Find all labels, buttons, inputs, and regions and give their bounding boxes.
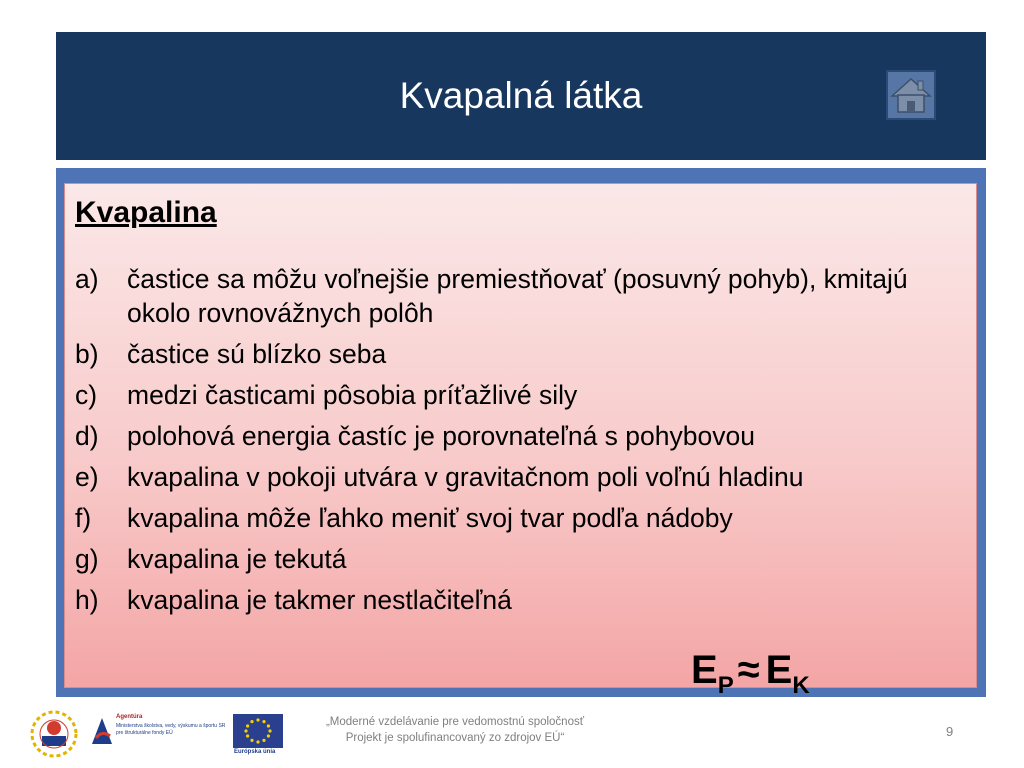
content-frame (56, 168, 986, 697)
page-number: 9 (946, 724, 954, 739)
eu-label: Európska únia (234, 749, 276, 755)
list-item (75, 378, 965, 412)
footer (0, 700, 1024, 768)
footer-line-1: „Moderné vzdelávanie pre vedomostnú spoločnosť (325, 716, 585, 728)
eu-flag-icon (233, 714, 283, 748)
list-text: kvapalina je takmer nestlačiteľná (127, 585, 512, 615)
list-text: častice sú blízko seba (127, 339, 387, 369)
formula-right-sub: K (792, 672, 810, 699)
program-logo-icon (28, 708, 80, 760)
list-text: častice sa môžu voľnejšie premiestňovať (posuvný pohyb), kmitajú okolo rovnovážnych polôh (127, 264, 908, 328)
list-text: kvapalina v pokoji utvára v gravitačnom poli voľnú hladinu (127, 462, 804, 492)
energy-formula (691, 650, 810, 706)
agency-line-1: Ministerstva školstva, vedy, výskumu a športu SR (116, 723, 226, 729)
agency-logo-icon (90, 716, 114, 746)
list-marker: c) (75, 380, 98, 410)
agency-logo (90, 714, 226, 748)
eu-flag (233, 714, 283, 748)
list-text: kvapalina môže ľahko meniť svoj tvar podľa nádoby (127, 503, 733, 533)
list-marker: f) (75, 503, 92, 533)
list-text: medzi časticami pôsobia príťažlivé sily (127, 380, 578, 410)
formula-relation: ≈ (737, 648, 760, 692)
list-marker: h) (75, 585, 99, 615)
list-item (75, 583, 965, 617)
list-item (75, 460, 965, 494)
slide-title: Kvapalná látka (399, 75, 643, 116)
list-item (75, 337, 965, 371)
agency-line-2: pre štrukturálne fondy EÚ (116, 730, 173, 736)
list-marker: a) (75, 264, 99, 294)
formula-right: E (765, 648, 793, 692)
home-icon (888, 72, 934, 118)
formula-left-sub: P (717, 672, 734, 699)
title-bar (56, 32, 986, 160)
list-item (75, 419, 965, 453)
list-item (75, 501, 965, 535)
list-text: kvapalina je tekutá (127, 544, 347, 574)
property-list (75, 262, 965, 624)
footer-text (300, 714, 610, 746)
home-button[interactable] (886, 70, 936, 120)
list-item (75, 262, 965, 330)
content-heading: Kvapalina (75, 196, 217, 229)
list-marker: g) (75, 544, 99, 574)
list-marker: e) (75, 462, 99, 492)
footer-line-2: Projekt je spolufinancovaný zo zdrojov EÚ“ (345, 732, 565, 744)
formula-left: E (691, 648, 718, 692)
list-marker: d) (75, 421, 99, 451)
list-text: polohová energia častíc je porovnateľná s pohybovou (127, 421, 755, 451)
list-item (75, 542, 965, 576)
agency-title: Agentúra (116, 714, 143, 720)
list-marker: b) (75, 339, 99, 369)
content-box (64, 183, 977, 699)
